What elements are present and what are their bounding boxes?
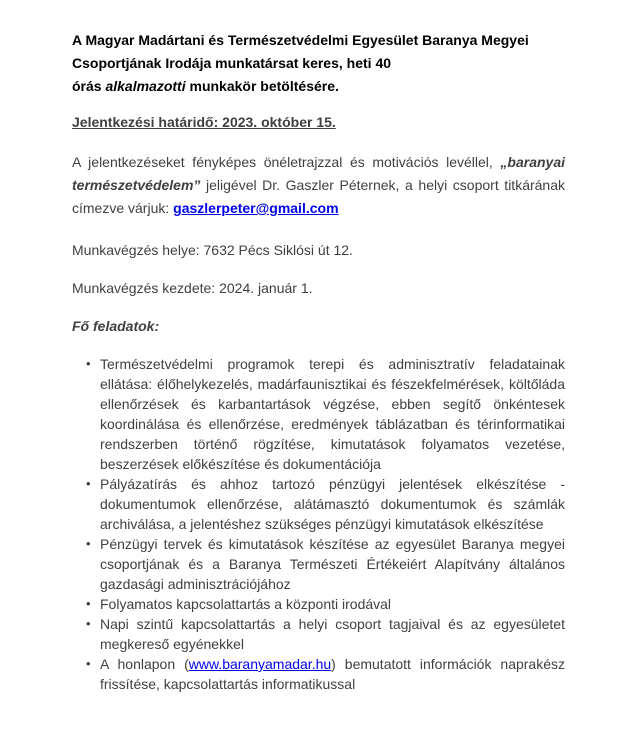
task-list — [72, 354, 565, 694]
task-item — [87, 534, 565, 594]
task-item — [87, 614, 565, 654]
task-item — [87, 654, 565, 694]
task-text: Természetvédelmi programok terepi és adminisztratív feladatainak ellátása: élőhelykezelés, madárfaunisztikai és fészekfelmérések, költőláda ellenőrzések és karbantartások végzése, ebben segítő önkéntesek koordinálása és ellenőrzése, eredmények táblázatban és térinformatikai rendszerben történő rögzítése, kimutatások folyamatos vezetése, beszerzések előkészítése és dokumentációja — [100, 356, 565, 472]
task-item — [87, 474, 565, 534]
task-text: Napi szintű kapcsolattartás a helyi csoport tagjaival és az egyesületet megkereső egyénekkel — [100, 616, 565, 652]
task-text: Pénzügyi tervek és kimutatások készítése az egyesület Baranya megyei csoportjának és a Baranya Természeti Értékeiért Alapítvány általános gazdasági adminisztrációjához — [100, 536, 565, 592]
application-instructions — [72, 151, 565, 220]
task-item — [87, 594, 565, 614]
job-posting-heading — [72, 29, 565, 98]
task-text: Folyamatos kapcsolattartás a központi irodával — [100, 596, 392, 612]
application-deadline: Jelentkezési határidő: 2023. október 15. — [72, 114, 336, 130]
website-link[interactable]: www.baranyamadar.hu — [188, 656, 332, 672]
start-date: Munkavégzés kezdete: 2024. január 1. — [72, 280, 313, 296]
heading-line1: A Magyar Madártani és Természetvédelmi Egyesület Baranya Megyei Csoportjának Irodája munkatársat keres, heti 40 — [72, 32, 529, 71]
application-motto: „baranyai természetvédelem” — [72, 154, 565, 193]
task-item — [87, 354, 565, 474]
heading-line2-italic: alkalmazotti — [105, 78, 186, 94]
application-mid: jeligével Dr. Gaszler Péternek, a helyi csoport titkárának címezve várjuk: — [72, 177, 565, 216]
heading-line2-pre: órás — [72, 78, 106, 94]
tasks-heading: Fő feladatok: — [72, 318, 160, 334]
heading-line2-post: munkakör betöltésére. — [185, 78, 339, 94]
task-pre: A honlapon ( — [100, 656, 189, 672]
email-link[interactable]: gaszlerpeter@gmail.com — [173, 200, 339, 216]
work-location: Munkavégzés helye: 7632 Pécs Siklósi út 12. — [72, 242, 353, 258]
task-post: ) bemutatott információk naprakész frissítése, kapcsolattartás informatikussal — [100, 656, 566, 692]
task-text: Pályázatírás és ahhoz tartozó pénzügyi jelentések elkészítése - dokumentumok ellenőrzése, alátámasztó dokumentumok és számlák archiválása, a jelentéshez szükséges pénzügyi kimutatások elkészítése — [100, 476, 565, 532]
application-pre: A jelentkezéseket fényképes önéletrajzzal és motivációs levéllel, — [72, 154, 501, 170]
